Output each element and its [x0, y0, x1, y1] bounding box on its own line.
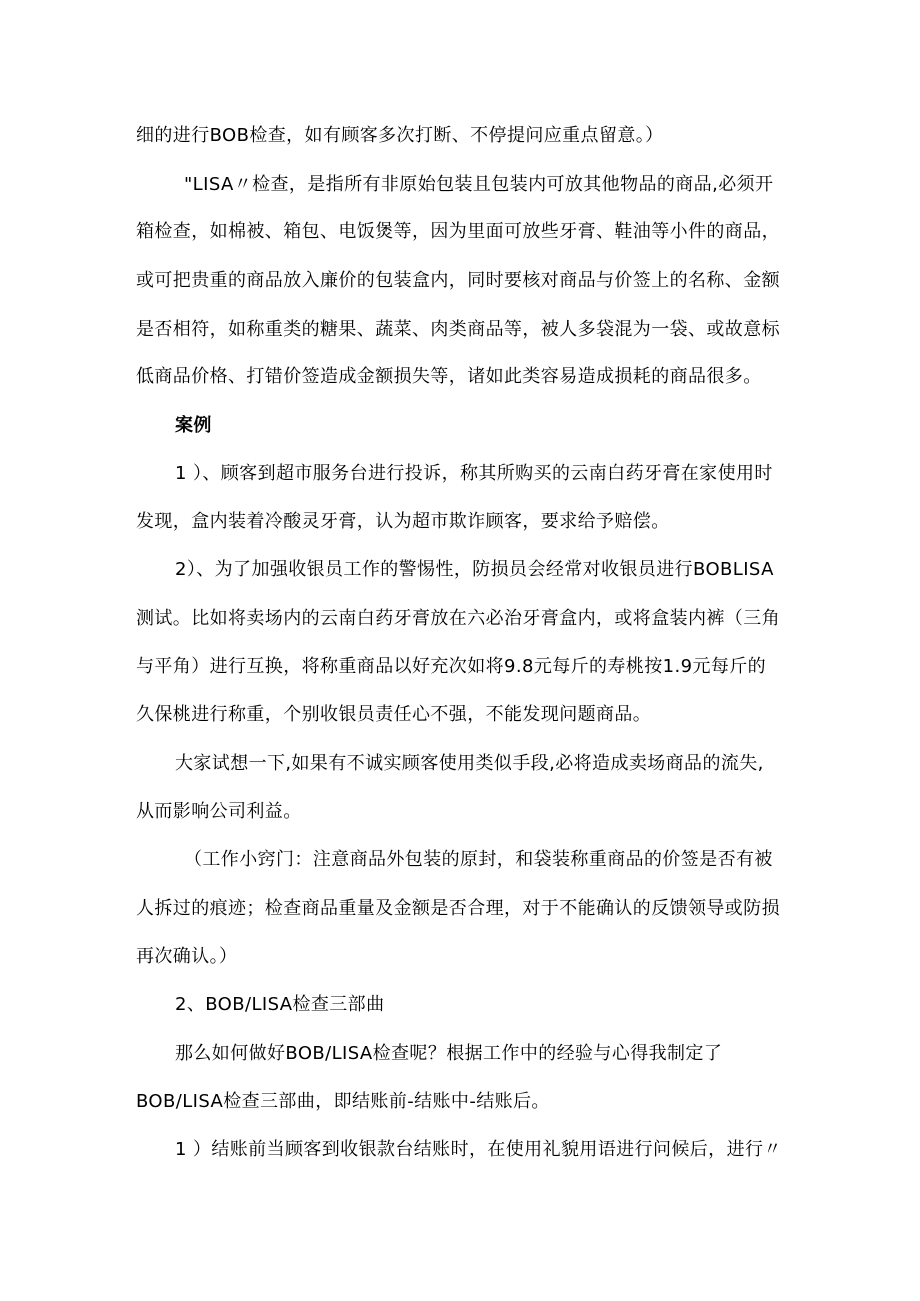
section-heading: 案例	[175, 415, 212, 436]
section-heading: 2、BOB/LISA检查三部曲	[175, 994, 385, 1015]
text-line: 再次确认。）	[136, 946, 238, 967]
text-line: 发现，盒内装着冷酸灵牙膏，认为超市欺诈顾客，要求给予赔偿。	[136, 511, 670, 532]
text-line: （工作小窍门：注意商品外包装的原封，和袋装称重商品的价签是否有被	[184, 849, 773, 870]
text-line: 或可把贵重的商品放入廉价的包装盒内，同时要核对商品与价签上的名称、金额	[136, 270, 780, 291]
text-line: 测试。比如将卖场内的云南白药牙膏放在六必治牙膏盒内，或将盒装内裤（三角	[136, 608, 780, 629]
text-line: BOB/LISA检查三部曲，即结账前-结账中-结账后。	[136, 1091, 550, 1112]
text-line: 是否相符，如称重类的糖果、蔬菜、肉类商品等，被人多袋混为一袋、或故意标	[136, 319, 780, 340]
text-line: "LISA〃检查，是指所有非原始包装且包装内可放其他物品的商品,必须开	[184, 174, 774, 195]
text-line: 大家试想一下,如果有不诚实顾客使用类似手段,必将造成卖场商品的流失,	[175, 753, 764, 774]
text-line: 久保桃进行称重，个别收银员责任心不强，不能发现问题商品。	[136, 704, 652, 725]
text-line: 从而影响公司利益。	[136, 801, 302, 822]
text-line: 1 ）、顾客到超市服务台进行投诉，称其所购买的云南白药牙膏在家使用时	[175, 463, 773, 484]
text-line: 2）、为了加强收银员工作的警惕性，防损员会经常对收银员进行BOBLISA	[175, 559, 774, 580]
text-line: 箱检查，如棉被、箱包、电饭煲等，因为里面可放些牙膏、鞋油等小件的商品，	[136, 221, 780, 242]
text-line: 与平角）进行互换，将称重商品以好充次如将9.8元每斤的寿桃按1.9元每斤的	[136, 656, 767, 677]
text-line: 低商品价格、打错价签造成金额损失等，诸如此类容易造成损耗的商品很多。	[136, 366, 762, 387]
text-line: 1 ）结账前当顾客到收银款台结账时，在使用礼貌用语进行问候后，进行〃	[175, 1139, 782, 1160]
text-line: 细的进行BOB检查，如有顾客多次打断、不停提问应重点留意。）	[136, 125, 664, 146]
text-line: 人拆过的痕迹；检查商品重量及金额是否合理，对于不能确认的反馈领导或防损	[136, 898, 780, 919]
text-line: 那么如何做好BOB/LISA检查呢？根据工作中的经验与心得我制定了	[175, 1043, 723, 1064]
